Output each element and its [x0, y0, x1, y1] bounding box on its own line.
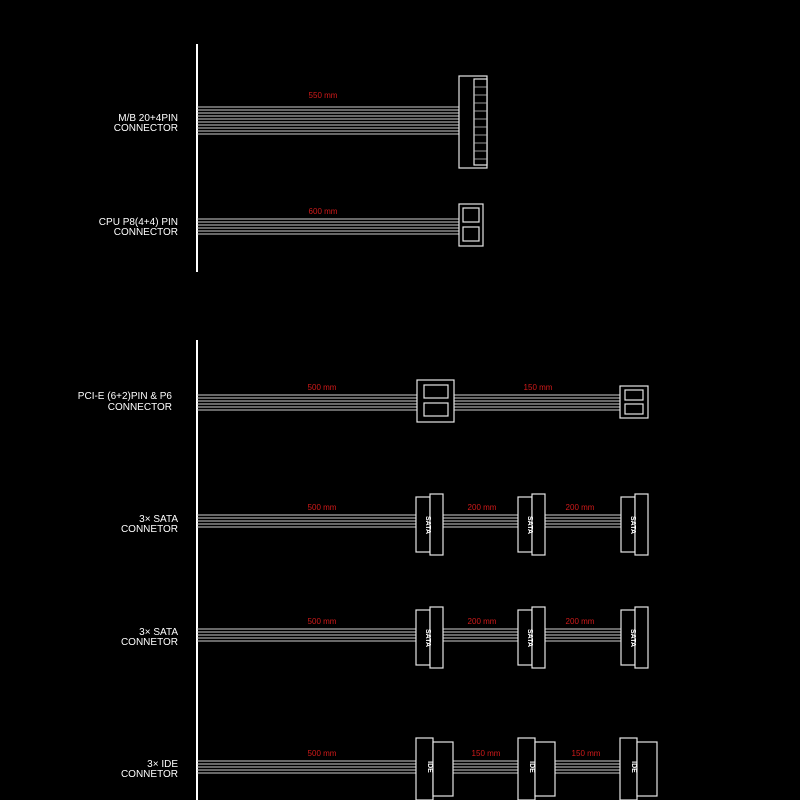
pcie-length1-label: 500 mm	[307, 383, 337, 392]
sata1-connector-1	[416, 494, 443, 555]
sata1-conn2-text: SATA	[526, 515, 533, 535]
sata2-length3-label: 200 mm	[565, 617, 595, 626]
ide-conn2-text: IDE	[528, 761, 535, 773]
ide-label-line1: 3× IDE	[147, 759, 178, 770]
ide-length3-label: 150 mm	[571, 749, 601, 758]
sata2-label-line2: CONNETOR	[120, 637, 178, 648]
ide-conn3-text: IDE	[630, 761, 637, 773]
sata1-conn1-text: SATA	[424, 515, 431, 535]
sata2-conn3-text: SATA	[629, 628, 636, 648]
mb-cable	[114, 76, 487, 168]
sata2-connector-1	[416, 607, 443, 668]
ide-label-line2: CONNETOR	[120, 769, 178, 780]
sata2-connector-3	[621, 607, 648, 668]
sata2-length2-label: 200 mm	[467, 617, 497, 626]
cpu-cable	[99, 204, 483, 246]
sata-cable-1	[121, 494, 648, 555]
ide-connector-3	[620, 738, 657, 800]
pcie-label-line1: PCI-E (6+2)PIN & P6	[77, 391, 172, 402]
ide-wire-bundle	[197, 761, 622, 773]
sata2-wire-bundle	[197, 629, 622, 641]
pcie-6pin-connector	[620, 386, 648, 418]
sata1-length3-label: 200 mm	[565, 503, 595, 512]
mb-length-label: 550 mm	[308, 91, 338, 100]
sata1-length1-label: 500 mm	[307, 503, 337, 512]
mb-wire-bundle	[197, 107, 460, 134]
sata1-conn3-text: SATA	[629, 515, 636, 535]
mb-24pin-connector	[459, 76, 487, 168]
sata1-connector-3	[621, 494, 648, 555]
mb-label-line2: CONNECTOR	[113, 123, 178, 134]
ide-cable	[121, 738, 657, 800]
pcie-cable	[78, 380, 648, 422]
cpu-label-line2: CONNECTOR	[113, 227, 178, 238]
sata1-label-line1: 3× SATA	[139, 514, 178, 525]
ide-conn1-text: IDE	[426, 761, 433, 773]
sata1-connector-2	[518, 494, 545, 555]
sata-cable-2	[121, 607, 648, 668]
sata2-conn1-text: SATA	[424, 628, 431, 648]
ide-connector-2	[518, 738, 555, 800]
pcie-8pin-connector	[417, 380, 454, 422]
cpu-8pin-connector	[459, 204, 483, 246]
ide-length1-label: 500 mm	[307, 749, 337, 758]
sata1-length2-label: 200 mm	[467, 503, 497, 512]
pcie-wire-bundle	[197, 395, 620, 410]
sata1-label-line2: CONNETOR	[120, 524, 178, 535]
mb-label-line1: M/B 20+4PIN	[118, 113, 178, 124]
cpu-wire-bundle	[197, 219, 460, 234]
sata1-wire-bundle	[197, 515, 622, 527]
sata2-length1-label: 500 mm	[307, 617, 337, 626]
sata2-label-line1: 3× SATA	[139, 627, 178, 638]
pcie-label-line2: CONNECTOR	[107, 402, 172, 413]
pcie-length2-label: 150 mm	[523, 383, 553, 392]
cpu-length-label: 600 mm	[308, 207, 338, 216]
cpu-label-line1: CPU P8(4+4) PIN	[98, 217, 178, 228]
ide-connector-1	[416, 738, 453, 800]
ide-length2-label: 150 mm	[471, 749, 501, 758]
sata2-conn2-text: SATA	[526, 628, 533, 648]
sata2-connector-2	[518, 607, 545, 668]
